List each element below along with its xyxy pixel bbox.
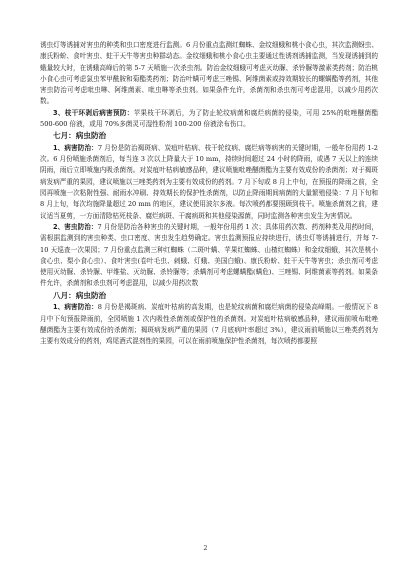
item-title-girdling: 3、枝干环剥后病害预防： (53, 108, 134, 117)
section-heading-august: 八月：病虫防治 (53, 290, 107, 300)
page-number: 2 (203, 544, 208, 552)
paragraph-july-disease-control (40, 143, 378, 222)
document-body (40, 40, 378, 347)
item-title-august-disease: 1、病害防治： (53, 303, 98, 312)
paragraph-august-disease-control (40, 302, 378, 347)
item-text-july-disease: 7 月份是防治褐斑病、炭疽叶枯病、枝干轮纹病、腐烂病等病害的关键时期，一般年份用药 1-2 次。6 月份喷施杀菌剂后，每当连 3 次以上降量大于 10 mm，持续时间超过 24 小时的降雨，或遇 7 天以上的连续阴雨，雨后立即喷施内吸杀菌剂。对炭疽叶枯病敏感品种，建议喷施吡唑醚菌酯为主要有效成份的杀菌剂；对于褐斑病发病严重的果园，建议喷施以三唑类药剂为主要有效成份的药剂。7 月下旬或 8 月上中旬，在预报的降雨之前，全园再喷施一次粘附性强、耐雨水冲刷、持效期长的保护性杀菌剂，以防止降雨期间病菌的大量繁殖侵染：7 月下旬和 8 月上旬，每次均施降量超过 20 mm 的地区，建议使用波尔多液。每次喷药都要照顾到枝干。喷施杀菌剂之前，建议适当夏剪，一方面清除枯死枝条、腐烂病斑、干腐病斑和其他侵染源菌，同时监测各种害虫发生为害情况。 (40, 143, 378, 220)
item-title-july-disease: 1、病害防治： (53, 143, 98, 152)
section-heading-july: 七月：病虫防治 (53, 131, 107, 141)
item-title-july-pest: 2、害虫防治： (53, 222, 98, 231)
paragraph-june-pest-monitoring: 诱虫灯等诱捕对害虫的种类和虫口密度进行监测。6 月份重点监测红蜘蛛、金纹细蛾和桃小食心虫，其次监测蚜虫、康氏粉蚧、食叶害虫、蛀干天牛等害虫种群动态。金纹细蛾和桃小食心虫主要通过性诱剂诱捕监测，当发现诱捕到的蛾量较大时，在诱蛾高峰后的第 5-7 天喷施一次杀虫剂。防治金纹细蛾可考虑灭幼脲、杀铃脲等激素类药剂；防治桃小食心虫可考虑氯虫苯甲酰胺和菊酯类药剂；防治叶螨可考虑三唑锡、阿维菌素或持效期较长的螺螨酯等药剂，其他害虫防治可考虑吡虫啉、阿维菌素、吡虫啉等杀虫剂。如果条件允许，杀菌剂和杀虫剂可考虑混用，以减少用药次数。 (40, 41, 378, 106)
paragraph-girdling-disease-prevention (40, 108, 378, 131)
paragraph-july-pest-control (40, 222, 378, 290)
item-text-girdling: 苹果枝干环剥后，为了防止轮纹病菌和腐烂病菌的侵染，可用 25%的吡唑醚菌酯 500-600 倍液，或用 70%多菌灵可湿性粉剂 100-200 倍液涂布伤口。 (40, 108, 378, 129)
item-text-august-disease: 8 月份是褐斑病、炭疽叶枯病的高发期，也是轮纹病菌和腐烂病菌的侵染高峰期。一般情况下 8 月中下旬预报降雨前，全园喷施 1 次内吸性杀菌剂或保护性的杀菌剂。对炭疽叶枯病敏感品种，建议雨前喷布吡唑醚菌酯为主要有效成份的杀菌剂；褐斑病发病严重的果园（7 月底病叶率超过 3%），建议雨前喷施以三唑类药剂为主要有效成分的药剂，鸡尾酒式混剂性的果园，可以在雨前喷施保护性杀菌剂，每次喷药都要照 (40, 303, 378, 346)
item-text-july-pest: 7 月份是防治各种害虫的关键时期，一般年份用药 1 次；具体用药次数、药剂种类及用药时间，需根据监测到的害虫种类、虫口密度、害虫发生趋势确定。害虫监测预报应持续进行，诱虫灯等诱捕进行，并每 7-10 天巡查一次果园；7 月份重点监测三种红蜘蛛（二斑叶螨、苹果红蜘蛛、山楂红蜘蛛）和金纹细蛾，其次是桃小食心虫、梨小食心虫）、食叶害虫(卷叶毛虫、刺蛾、灯蛾、美国白蛾)、康氏粉蚧、蛀干天牛等害虫；杀虫剂可考虑使用灭幼脲、杀铃脲、甲维盐、灭幼脲、杀铃脲等；杀螨剂可考虑螺螨酯(螨危)、三唑锡、阿维菌素等药剂。如果条件允许，杀菌剂和杀虫剂可考虑混用，以减少用药次数 (40, 222, 378, 288)
